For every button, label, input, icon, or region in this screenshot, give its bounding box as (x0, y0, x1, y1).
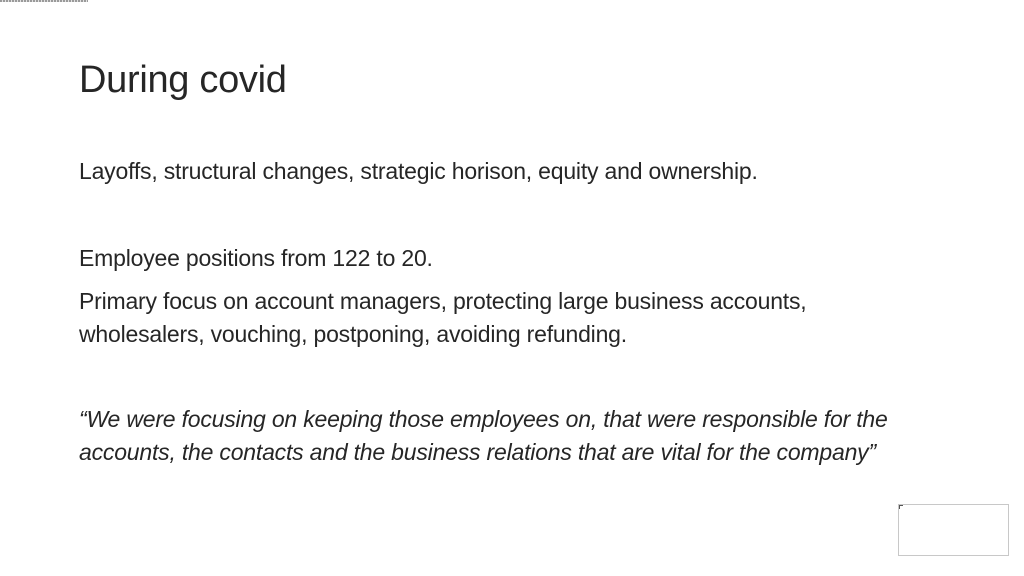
empty-placeholder-box (898, 504, 1009, 556)
paragraph-layoffs: Layoffs, structural changes, strategic horison, equity and ownership. (79, 158, 758, 184)
slide-title: During covid (79, 59, 287, 101)
top-edge-mark (0, 0, 88, 2)
paragraph-employee-positions: Employee positions from 122 to 20. (79, 245, 433, 271)
paragraph-primary-focus: Primary focus on account managers, protecting large business accounts, wholesalers, vouching, postponing, avoiding refunding. (79, 288, 807, 347)
quote-paragraph: “We were focusing on keeping those employees on, that were responsible for the accounts, the contacts and the business relations that are vital for the company” (79, 406, 888, 465)
